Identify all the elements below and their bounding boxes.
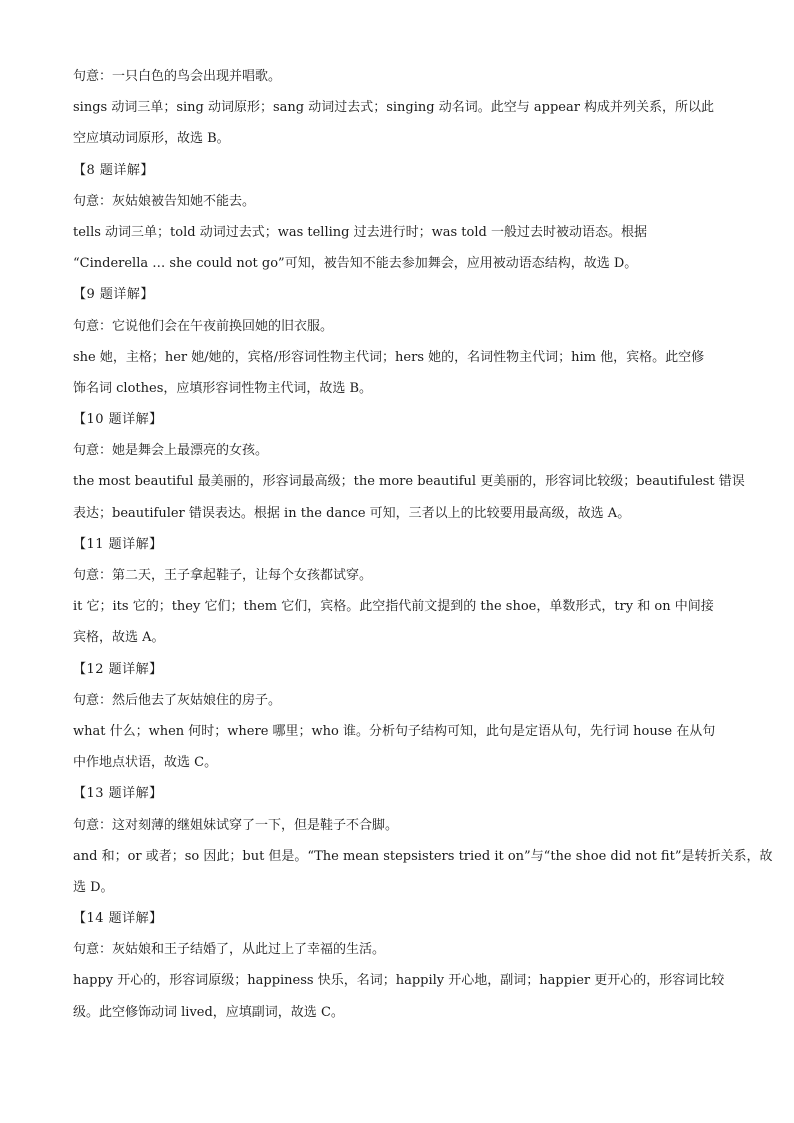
document-body [73,64,773,1031]
text-line: 句意：然后他去了灰姑娘住的房子。 [73,692,282,708]
text-line: the most beautiful 最美丽的，形容词最高级；the more beautiful 更美丽的，形容词比较级；beautifulest 错误 [73,474,745,490]
section-heading: 【14 题详解】 [73,911,163,927]
text-line: what 什么；when 何时；where 哪里；who 谁。分析句子结构可知，此句是定语从句，先行词 house 在从句 [73,723,716,739]
text-line: it 它；its 它的；they 它们；them 它们，宾格。此空指代前文提到的 the shoe，单数形式，try 和 on 中间接 [73,599,714,615]
text-line: 宾格，故选 A。 [73,630,165,646]
text-line: 选 D。 [73,879,114,895]
text-line: 表达；beautifuler 错误表达。根据 in the dance 可知，三者以上的比较要用最高级，故选 A。 [73,505,631,521]
section-heading: 【9 题详解】 [73,287,154,303]
text-line: 句意：这对刻薄的继姐妹试穿了一下，但是鞋子不合脚。 [73,817,399,833]
text-line: 饰名词 clothes，应填形容词性物主代词，故选 B。 [73,380,373,396]
section-heading: 【12 题详解】 [73,661,163,677]
text-line: 句意：一只白色的鸟会出现并唱歌。 [73,69,282,84]
text-line: and 和；or 或者；so 因此；but 但是。“The mean stepsisters tried it on”与“the shoe did not fit”是转折关系，故 [73,848,773,864]
text-line: tells 动词三单；told 动词过去式；was telling 过去进行时；was told 一般过去时被动语态。根据 [73,224,647,240]
text-line: 句意：第二天，王子拿起鞋子，让每个女孩都试穿。 [73,568,373,583]
text-line: 句意：灰姑娘被告知她不能去。 [73,193,256,209]
text-line: 句意：它说他们会在午夜前换回她的旧衣服。 [73,318,334,334]
text-line: happy 开心的，形容词原级；happiness 快乐，名词；happily 开心地，副词；happier 更开心的，形容词比较 [73,973,725,989]
text-line: 级。此空修饰动词 lived，应填副词，故选 C。 [73,1004,344,1020]
text-line: 空应填动词原形，故选 B。 [73,131,230,147]
text-line: 句意：灰姑娘和王子结婚了，从此过上了幸福的生活。 [73,942,386,958]
text-line: sings 动词三单；sing 动词原形；sang 动词过去式；singing 动名词。此空与 appear 构成并列关系，所以此 [73,100,715,116]
text-line: 中作地点状语，故选 C。 [73,755,218,771]
section-heading: 【10 题详解】 [73,412,163,428]
section-heading: 【8 题详解】 [73,162,154,178]
section-heading: 【13 题详解】 [73,786,163,802]
text-line: she 她，主格；her 她/她的，宾格/形容词性物主代词；hers 她的，名词性物主代词；him 他，宾格。此空修 [73,349,705,365]
section-heading: 【11 题详解】 [73,536,163,552]
text-line: “Cinderella … she could not go”可知，被告知不能去参加舞会，应用被动语态结构，故选 D。 [73,256,638,272]
text-line: 句意：她是舞会上最漂亮的女孩。 [73,443,269,459]
